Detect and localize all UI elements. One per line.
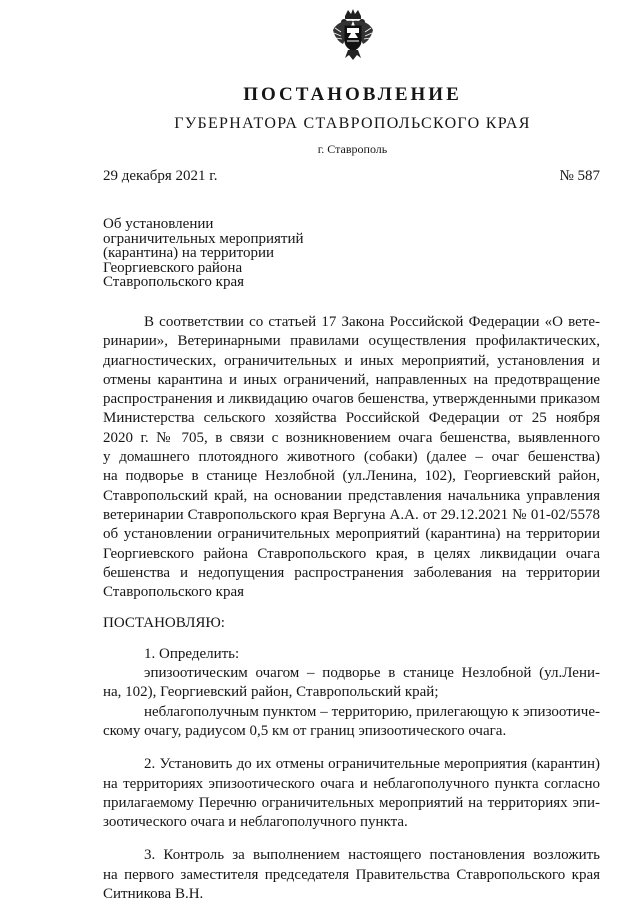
subject-line: (карантина) на территории bbox=[103, 245, 274, 262]
preamble-line: Георгиевского района Ставропольского края, в целях ликвидации очага bbox=[103, 545, 600, 562]
subject-line: Об установлении bbox=[103, 216, 214, 232]
item1-line: неблагополучным пунктом – территорию, прилегающую к эпизоотиче- bbox=[144, 703, 600, 720]
item1-heading: 1. Определить: bbox=[144, 645, 240, 662]
preamble-line: диагностических, ограничительных и иных мероприятий, установления и bbox=[103, 352, 600, 369]
preamble-line: Ставропольский край, на основании представления начальника управления bbox=[103, 487, 600, 504]
preamble-line: у домашнего плотоядного животного (собаки) (далее – очаг бешенства) bbox=[103, 449, 600, 466]
preamble-line: ринарии», Ветеринарными правилами осуществления профилактических, bbox=[103, 333, 600, 350]
item2-line: прилагаемому Перечню ограничительных мероприятий на территориях эпи- bbox=[103, 794, 600, 811]
document-city: г. Ставрополь bbox=[317, 142, 388, 156]
document-date: 29 декабря 2021 г. bbox=[103, 168, 218, 184]
item2-line: зоотического очага и неблагополучного пункта. bbox=[103, 814, 408, 831]
preamble-line: ветеринарии Ставропольского края Вергуна А.А. от 29.12.2021 № 01-02/5578 bbox=[103, 506, 600, 523]
resolve-heading: ПОСТАНОВЛЯЮ: bbox=[103, 615, 225, 632]
item3-line: Ситникова В.Н. bbox=[103, 886, 204, 903]
document-subject bbox=[103, 217, 363, 290]
item2-line: на территориях эпизоотического очага и неблагополучного пункта согласно bbox=[103, 775, 600, 792]
item1-line: скому очагу, радиусом 0,5 км от границ эпизоотического очага. bbox=[103, 722, 507, 739]
document-body bbox=[103, 313, 600, 904]
preamble-line: распространения и ликвидацию очагов бешенства, утвержденными приказом bbox=[103, 391, 600, 408]
preamble-line: Ставропольского края bbox=[103, 584, 244, 601]
subject-line: ограничительных мероприятий bbox=[103, 230, 304, 247]
item1-line: эпизоотическим очагом – подворье в станице Незлобной (ул.Лени- bbox=[144, 665, 600, 682]
preamble-line: 2020 г. № 705, в связи с возникновением очага бешенства, выявленного bbox=[103, 429, 600, 446]
subject-line: Георгиевского района bbox=[103, 259, 243, 276]
document-number: № 587 bbox=[559, 168, 600, 184]
document-title: ПОСТАНОВЛЕНИЕ bbox=[243, 84, 462, 105]
preamble-line: на подворье в станице Незлобной (ул.Ленина, 102), Георгиевский район, bbox=[103, 468, 600, 485]
preamble-line: Министерства сельского хозяйства Российской Федерации от 25 ноября bbox=[103, 410, 600, 427]
preamble-line: об установлении ограничительных мероприятий (карантина) на территории bbox=[103, 526, 600, 543]
subject-line: Ставропольского края bbox=[103, 274, 244, 291]
coat-of-arms-emblem bbox=[331, 8, 375, 62]
item1-line: на, 102), Георгиевский район, Ставропольский край; bbox=[103, 684, 439, 701]
preamble-line: отмены карантина и иных ограничений, направленных на предотвращение bbox=[103, 371, 600, 388]
preamble-line: В соответствии со статьей 17 Закона Российской Федерации «О вете- bbox=[144, 314, 600, 330]
item3-line: на первого заместителя председателя Правительства Ставропольского края bbox=[103, 866, 600, 883]
document-issuer: ГУБЕРНАТОРА СТАВРОПОЛЬСКОГО КРАЯ bbox=[174, 115, 531, 132]
preamble-line: бешенства и недопущения распространения заболевания на территории bbox=[103, 564, 600, 581]
item2-line: 2. Установить до их отмены ограничительные мероприятия (карантин) bbox=[144, 756, 600, 773]
item3-line: 3. Контроль за выполнением настоящего постановления возложить bbox=[144, 847, 600, 864]
